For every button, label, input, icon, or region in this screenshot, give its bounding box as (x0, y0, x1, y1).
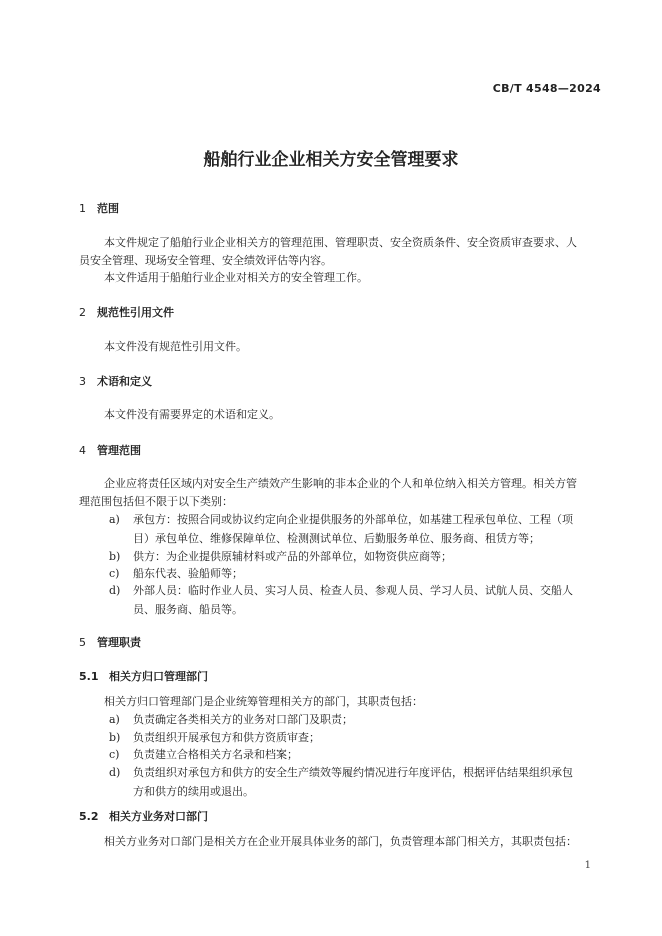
list-text: 负责建立合格相关方名录和档案； (133, 748, 298, 761)
subsection-title: 相关方业务对口部门 (109, 810, 208, 823)
section-1-heading (79, 200, 119, 216)
list-item (109, 745, 603, 764)
list-text: 供方：为企业提供原辅材料或产品的外部单位，如物资供应商等； (133, 550, 452, 563)
list-item (109, 763, 603, 801)
paragraph: 员安全管理、现场安全管理、安全绩效评估等内容。 (79, 254, 332, 267)
paragraph: 相关方业务对口部门是相关方在企业开展具体业务的部门，负责管理本部门相关方，其职责包括： (104, 835, 577, 848)
section-number: 4 (79, 444, 86, 457)
section-number: 1 (79, 202, 86, 215)
section-2-heading (79, 304, 174, 320)
list-item (109, 710, 603, 729)
page-number: 1 (584, 860, 591, 871)
subsection-5-1-heading (79, 668, 208, 684)
paragraph: 本文件规定了船舶行业企业相关方的管理范围、管理职责、安全资质条件、安全资质审查要求、人 (104, 236, 577, 249)
section-title: 管理职责 (97, 636, 141, 649)
paragraph: 理范围包括但不限于以下类别： (79, 495, 233, 508)
list-label: d) (109, 584, 121, 597)
list-label: a) (109, 713, 120, 726)
section-title: 管理范围 (97, 444, 141, 457)
list-text: 目）承包单位、维修保障单位、检测测试单位、后勤服务单位、服务商、租赁方等； (133, 532, 540, 545)
section-4-heading (79, 442, 141, 458)
list-text: 船东代表、验船师等； (133, 567, 243, 580)
section-3-heading (79, 373, 152, 389)
list-text: 承包方：按照合同或协议约定向企业提供服务的外部单位，如基建工程承包单位、工程（项 (133, 513, 573, 526)
subsection-number: 5.1 (79, 670, 99, 683)
list-label: c) (109, 748, 120, 761)
section-number: 5 (79, 636, 86, 649)
subsection-5-2-heading (79, 808, 208, 824)
list-item (109, 510, 603, 548)
document-title: 船舶行业企业相关方安全管理要求 (203, 150, 459, 170)
list-label: b) (109, 550, 121, 563)
subsection-title: 相关方归口管理部门 (109, 670, 208, 683)
paragraph: 相关方归口管理部门是企业统筹管理相关方的部门，其职责包括： (104, 695, 423, 708)
list-text: 方和供方的续用或退出。 (133, 785, 254, 798)
list-label: d) (109, 766, 121, 779)
paragraph: 本文件没有规范性引用文件。 (104, 340, 247, 353)
list-label: b) (109, 731, 121, 744)
subsection-number: 5.2 (79, 810, 99, 823)
list-text: 负责确定各类相关方的业务对口部门及职责； (133, 713, 353, 726)
list-label: c) (109, 567, 120, 580)
list-text: 员、服务商、船员等。 (133, 603, 243, 616)
paragraph: 本文件没有需要界定的术语和定义。 (104, 408, 280, 421)
list-item (109, 581, 603, 619)
list-label: a) (109, 513, 120, 526)
section-number: 2 (79, 306, 86, 319)
list-text: 外部人员：临时作业人员、实习人员、检查人员、参观人员、学习人员、试航人员、交船人 (133, 584, 573, 597)
paragraph: 企业应将责任区域内对安全生产绩效产生影响的非本企业的个人和单位纳入相关方管理。相关方管 (104, 477, 577, 490)
section-number: 3 (79, 375, 86, 388)
section-title: 范围 (97, 202, 119, 215)
list-text: 负责组织对承包方和供方的安全生产绩效等履约情况进行年度评估，根据评估结果组织承包 (133, 766, 573, 779)
section-title: 规范性引用文件 (97, 306, 174, 319)
section-title: 术语和定义 (97, 375, 152, 388)
standard-code: CB/T 4548—2024 (492, 82, 601, 95)
section-5-heading (79, 634, 141, 650)
list-text: 负责组织开展承包方和供方资质审查； (133, 731, 320, 744)
paragraph: 本文件适用于船舶行业企业对相关方的安全管理工作。 (104, 271, 368, 284)
